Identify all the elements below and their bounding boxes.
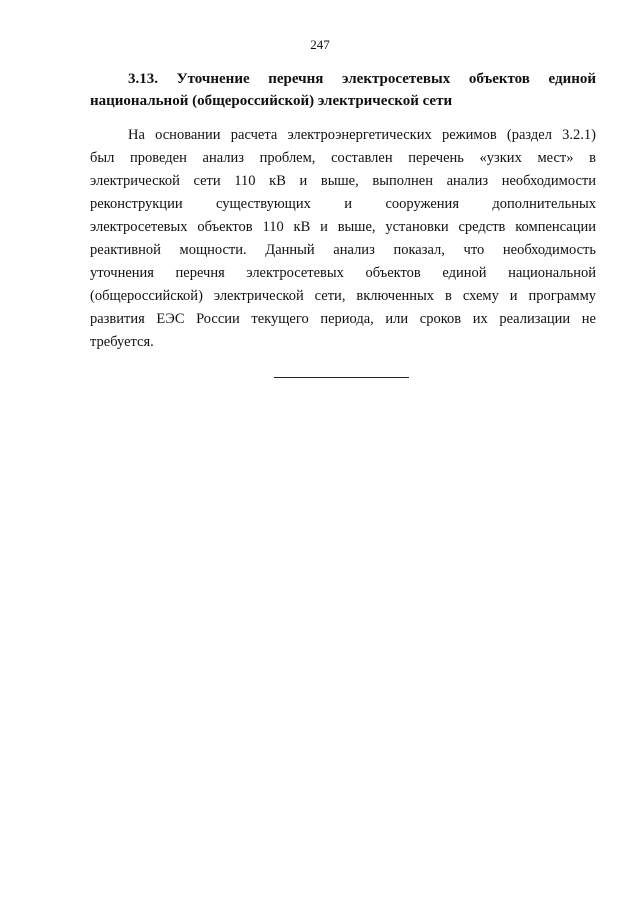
paragraph-line: реконструкции существующих и сооружения дополнительных bbox=[90, 196, 596, 212]
body-paragraph bbox=[90, 124, 596, 354]
paragraph-line: требуется. bbox=[90, 334, 154, 350]
heading-line: 3.13. Уточнение перечня электросетевых объектов единой bbox=[128, 71, 596, 87]
paragraph-line: электросетевых объектов 110 кВ и выше, установки средств компенсации bbox=[90, 219, 596, 235]
paragraph-line: электрической сети 110 кВ и выше, выполнен анализ необходимости bbox=[90, 173, 596, 189]
paragraph-line: реактивной мощности. Данный анализ показал, что необходимость bbox=[90, 242, 596, 258]
section-heading bbox=[90, 68, 596, 112]
page-number: 247 bbox=[310, 37, 330, 52]
paragraph-line: развития ЕЭС России текущего периода, или сроков их реализации не bbox=[90, 311, 596, 327]
paragraph-line: (общероссийской) электрической сети, включенных в схему и программу bbox=[90, 288, 596, 304]
end-divider-line bbox=[274, 377, 409, 378]
paragraph-line: На основании расчета электроэнергетических режимов (раздел 3.2.1) bbox=[128, 127, 596, 143]
paragraph-line: уточнения перечня электросетевых объектов единой национальной bbox=[90, 265, 596, 281]
paragraph-line: был проведен анализ проблем, составлен перечень «узких мест» в bbox=[90, 150, 596, 166]
heading-line: национальной (общероссийской) электрической сети bbox=[90, 93, 453, 109]
